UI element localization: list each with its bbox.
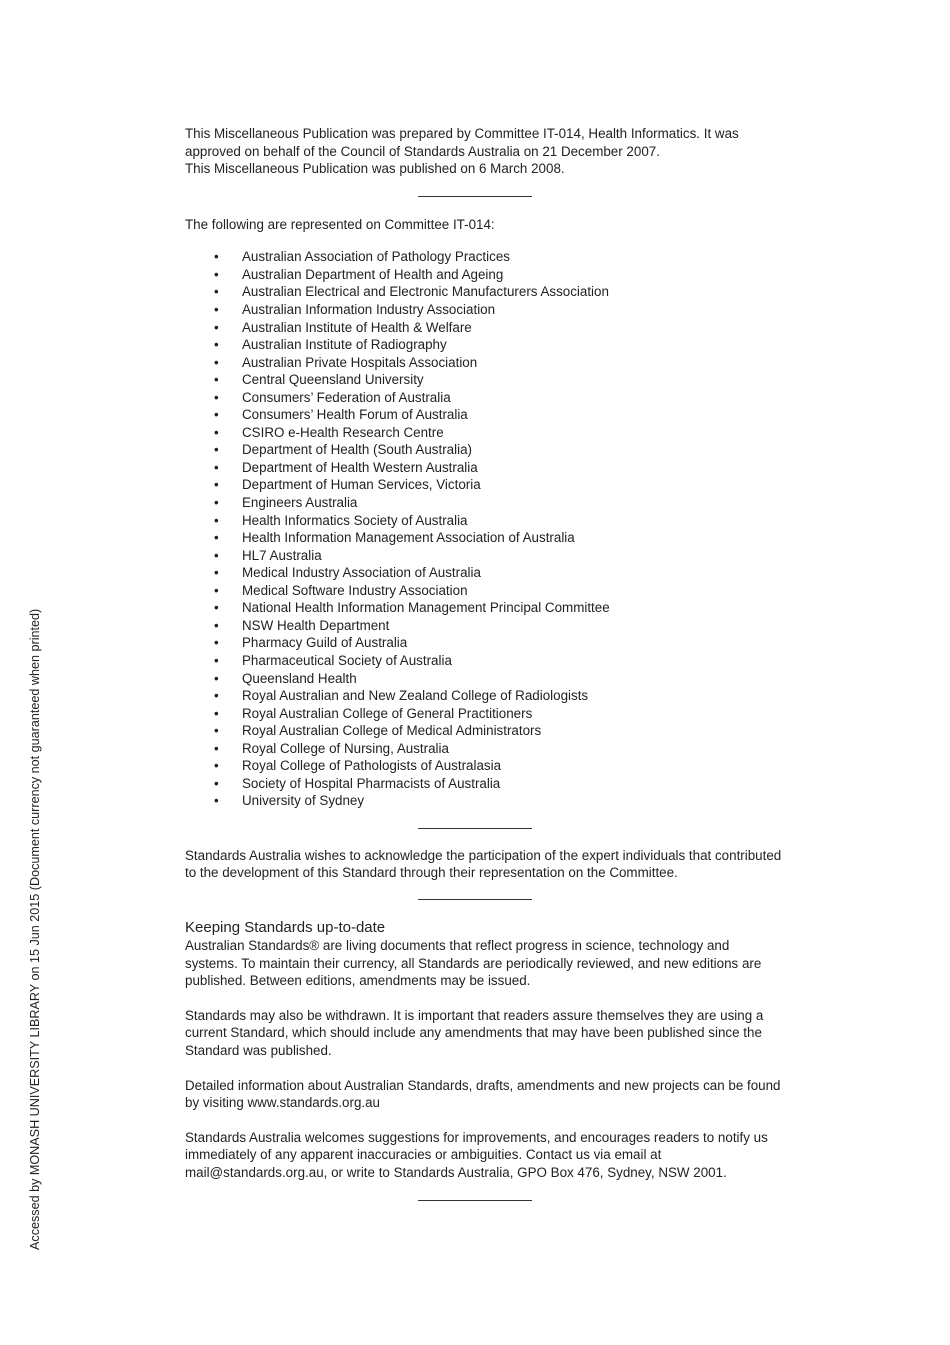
organisation-item [185, 757, 785, 775]
bullet-icon: • [214, 337, 219, 353]
organisation-name: Queensland Health [242, 670, 357, 686]
organisation-list [185, 248, 785, 810]
organisation-item [185, 354, 785, 372]
organisation-name: Australian Information Industry Association [242, 302, 496, 318]
bullet-icon: • [214, 284, 219, 300]
section-divider [418, 899, 532, 900]
organisation-name: Medical Software Industry Association [242, 582, 468, 598]
bullet-icon: • [214, 266, 219, 282]
bullet-icon: • [214, 723, 219, 739]
organisation-name: Royal Australian and New Zealand College of Radiologists [242, 688, 589, 704]
bullet-icon: • [214, 775, 219, 791]
organisation-item [185, 476, 785, 494]
keeping-section [185, 919, 785, 1182]
bullet-icon: • [214, 354, 219, 370]
bullet-icon: • [214, 705, 219, 721]
organisation-name: Department of Human Services, Victoria [242, 477, 481, 493]
organisation-name: National Health Information Management Principal Committee [242, 600, 610, 616]
bullet-icon: • [214, 600, 219, 616]
organisation-item [185, 494, 785, 512]
bullet-icon: • [214, 758, 219, 774]
bullet-icon: • [214, 582, 219, 598]
keeping-heading: Keeping Standards up-to-date [185, 919, 386, 937]
access-stamp: Accessed by MONASH UNIVERSITY LIBRARY on 15 Jun 2015 (Document currency not guaranteed when printed) [28, 608, 42, 1250]
publication-info-line: This Miscellaneous Publication was prepared by Committee IT-014, Health Informatics. It was [185, 126, 739, 141]
organisation-name: Consumers’ Health Forum of Australia [242, 407, 468, 423]
section-divider [418, 1200, 532, 1201]
bullet-icon: • [214, 495, 219, 511]
organisation-name: Australian Institute of Health & Welfare [242, 319, 472, 335]
organisation-item [185, 670, 785, 688]
bullet-icon: • [214, 424, 219, 440]
page-content [185, 125, 785, 1201]
bullet-icon: • [214, 249, 219, 265]
organisation-item [185, 406, 785, 424]
organisation-name: HL7 Australia [242, 547, 322, 563]
publication-info-line: approved on behalf of the Council of Standards Australia on 21 December 2007. [185, 143, 660, 159]
organisation-item [185, 547, 785, 565]
organisation-item [185, 599, 785, 617]
organisation-name: Australian Electrical and Electronic Manufacturers Association [242, 284, 609, 300]
organisation-name: Health Information Management Association of Australia [242, 530, 575, 546]
bullet-icon: • [214, 547, 219, 563]
organisation-item [185, 634, 785, 652]
organisation-name: Pharmacy Guild of Australia [242, 635, 408, 651]
organisation-item [185, 441, 785, 459]
bullet-icon: • [214, 635, 219, 651]
bullet-icon: • [214, 565, 219, 581]
bullet-icon: • [214, 670, 219, 686]
organisation-name: Royal College of Nursing, Australia [242, 740, 449, 756]
keeping-paragraph: Detailed information about Australian Standards, drafts, amendments and new projects can be found by visiting www.standards.org.au [185, 1077, 781, 1111]
organisation-name: Medical Industry Association of Australia [242, 565, 481, 581]
organisation-name: Consumers’ Federation of Australia [242, 389, 451, 405]
committee-lead: The following are represented on Committee IT-014: [185, 216, 495, 232]
bullet-icon: • [214, 688, 219, 704]
organisation-item [185, 424, 785, 442]
organisation-name: Royal Australian College of General Practitioners [242, 705, 533, 721]
organisation-name: Royal Australian College of Medical Administrators [242, 723, 542, 739]
organisation-item [185, 319, 785, 337]
bullet-icon: • [214, 459, 219, 475]
organisation-name: Royal College of Pathologists of Australasia [242, 758, 502, 774]
organisation-item [185, 740, 785, 758]
organisation-name: University of Sydney [242, 793, 365, 809]
organisation-item [185, 389, 785, 407]
organisation-item [185, 512, 785, 530]
organisation-name: Australian Private Hospitals Association [242, 354, 478, 370]
organisation-name: Central Queensland University [242, 372, 424, 388]
organisation-item [185, 248, 785, 266]
bullet-icon: • [214, 389, 219, 405]
organisation-item [185, 564, 785, 582]
section-divider [418, 828, 532, 829]
publication-info-line: This Miscellaneous Publication was published on 6 March 2008. [185, 161, 565, 177]
organisation-name: NSW Health Department [242, 617, 390, 633]
organisation-item [185, 687, 785, 705]
organisation-item [185, 371, 785, 389]
bullet-icon: • [214, 442, 219, 458]
organisation-name: Pharmaceutical Society of Australia [242, 652, 452, 668]
bullet-icon: • [214, 530, 219, 546]
bullet-icon: • [214, 407, 219, 423]
organisation-item [185, 529, 785, 547]
organisation-item [185, 266, 785, 284]
bullet-icon: • [214, 652, 219, 668]
organisation-item [185, 652, 785, 670]
bullet-icon: • [214, 512, 219, 528]
organisation-name: Society of Hospital Pharmacists of Australia [242, 775, 501, 791]
organisation-name: Australian Association of Pathology Practices [242, 249, 510, 265]
section-divider [418, 196, 532, 197]
bullet-icon: • [214, 302, 219, 318]
organisation-item [185, 336, 785, 354]
organisation-item [185, 283, 785, 301]
bullet-icon: • [214, 319, 219, 335]
organisation-item [185, 582, 785, 600]
organisation-item [185, 459, 785, 477]
organisation-name: Department of Health Western Australia [242, 459, 478, 475]
bullet-icon: • [214, 372, 219, 388]
organisation-name: CSIRO e-Health Research Centre [242, 424, 444, 440]
bullet-icon: • [214, 740, 219, 756]
organisation-name: Engineers Australia [242, 495, 358, 511]
bullet-icon: • [214, 617, 219, 633]
acknowledgement-text: Standards Australia wishes to acknowledge the participation of the expert individuals that contributed to the development of this Standard through their representation on the Committee. [185, 847, 782, 881]
organisation-item [185, 617, 785, 635]
publication-info [185, 125, 785, 178]
organisation-item [185, 722, 785, 740]
bullet-icon: • [214, 477, 219, 493]
organisation-name: Australian Department of Health and Ageing [242, 266, 504, 282]
organisation-name: Australian Institute of Radiography [242, 337, 447, 353]
organisation-item [185, 705, 785, 723]
organisation-item [185, 775, 785, 793]
bullet-icon: • [214, 793, 219, 809]
organisation-item [185, 792, 785, 810]
organisation-item [185, 301, 785, 319]
organisation-name: Department of Health (South Australia) [242, 442, 472, 458]
keeping-paragraph: Standards Australia welcomes suggestions for improvements, and encourages readers to notify us immediately of any apparent inaccuracies or ambiguities. Contact us via email at mail@standards.org.au, or write to Standards Australia, GPO Box 476, Sydney, NSW 2001. [185, 1129, 768, 1180]
keeping-paragraph: Australian Standards® are living documents that reflect progress in science, technology and systems. To maintain their currency, all Standards are periodically reviewed, and new editions are published. Between editions, amendments may be issued. [185, 938, 762, 989]
keeping-paragraph: Standards may also be withdrawn. It is important that readers assure themselves they are using a current Standard, which should include any amendments that may have been published since the Standard was published. [185, 1007, 764, 1059]
organisation-name: Health Informatics Society of Australia [242, 512, 468, 528]
